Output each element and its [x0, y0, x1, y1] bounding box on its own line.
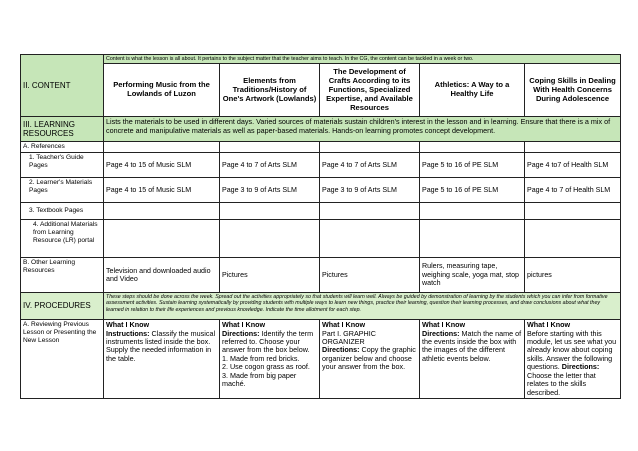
teachers-guide-row	[21, 153, 621, 178]
reviewing-pe-cell	[420, 320, 525, 399]
list-item: 2. Use cogon grass as roof.	[222, 362, 310, 372]
reviewing-health-cell	[525, 320, 621, 399]
other-resources-pe: Rulers, measuring tape, weighing scale, yoga mat, stop watch	[420, 258, 525, 293]
directions-text: Match the name of the events inside the box with the images of the different athletic events below.	[422, 328, 522, 363]
section-learning-resources-label: III. LEARNING RESOURCES	[21, 117, 104, 142]
teachers-guide-health: Page 4 to7 of Health SLM	[525, 153, 621, 178]
other-resources-music: Television and downloaded audio and Video	[104, 258, 220, 293]
what-i-know-heading: What I Know	[322, 320, 366, 330]
references-label: A. References	[21, 142, 104, 153]
reviewing-music-cell	[104, 320, 220, 399]
textbook-row	[21, 203, 621, 220]
teachers-guide-arts-2: Page 4 to 7 of Arts SLM	[320, 153, 420, 178]
what-i-know-heading: What I Know	[106, 320, 150, 330]
what-i-know-heading: What I Know	[222, 320, 266, 330]
list-item: 3. Made from big paper maché.	[222, 370, 297, 389]
directions-text: Identify the term referred to. Choose your answer from the box below.	[222, 328, 314, 355]
other-resources-row	[21, 258, 621, 293]
intro-text: Before starting with this module, let us see what you already know about coping skills. Answer the following questions.	[527, 328, 617, 372]
subject-arts-elements: Elements from Traditions/History of One's Artwork (Lowlands)	[220, 64, 320, 117]
learning-resources-note: Lists the materials to be used in different days. Varied sources of materials sustain children's interest in the lesson and in learning. Ensure that there is a mix of concrete and manipulative materials as well as paper-based materials. Hands-on learning promotes concept development.	[104, 117, 621, 142]
references-row	[21, 142, 621, 153]
content-note: Content is what the lesson is all about. It pertains to the subject matter that the teacher aims to teach. In the CG, the content can be tackled in a week or two.	[104, 55, 621, 64]
subject-pe: Athletics: A Way to a Healthy Life	[420, 64, 525, 117]
reviewing-label: A. Reviewing Previous Lesson or Presenting the New Lesson	[21, 320, 104, 399]
reviewing-row	[21, 320, 621, 399]
other-resources-arts-1: Pictures	[220, 258, 320, 293]
subject-arts-crafts: The Development of Crafts According to its Functions, Specialized Expertise, and Available Resources	[320, 64, 420, 117]
directions-lead: Directions:	[561, 362, 600, 372]
subject-music: Performing Music from the Lowlands of Luzon	[104, 64, 220, 117]
reviewing-arts-cell	[220, 320, 320, 399]
lr-portal-label: 4. Additional Materials from Learning Resource (LR) portal	[21, 220, 104, 258]
section-content-label: II. CONTENT	[21, 55, 104, 117]
what-i-know-heading: What I Know	[527, 320, 571, 330]
other-resources-health: pictures	[525, 258, 621, 293]
lesson-plan-table	[20, 54, 621, 399]
learners-materials-arts-2: Page 3 to 9 of Arts SLM	[320, 178, 420, 203]
teachers-guide-music: Page 4 to 15 of Music SLM	[104, 153, 220, 178]
instructions-lead: Instructions:	[106, 328, 150, 338]
procedures-note: These steps should be done across the week. Spread out the activities appropriately so that students will learn well. Always be guided by demonstration of learning by the students which you can infer from formative assessment activities. Sustain learning systematically by providing students with multiple ways to learn new things, practice their learning, question their learning processes, and draw conclusions about what they learned in relation to their life experiences and previous knowledge. Indicate the time allotment for each step.	[104, 293, 621, 320]
reviewing-crafts-cell	[320, 320, 420, 399]
learners-materials-pe: Page 5 to 16 of PE SLM	[420, 178, 525, 203]
directions-lead: Directions:	[322, 345, 360, 355]
learners-materials-music: Page 4 to 15 of Music SLM	[104, 178, 220, 203]
subjects-row	[21, 64, 621, 117]
content-note-row	[21, 55, 621, 64]
teachers-guide-pe: Page 5 to 16 of PE SLM	[420, 153, 525, 178]
what-i-know-heading: What I Know	[422, 320, 466, 330]
lr-portal-row	[21, 220, 621, 258]
procedures-row	[21, 293, 621, 320]
list-item: 1. Made from red bricks.	[222, 353, 300, 363]
learning-resources-row	[21, 117, 621, 142]
instructions-text: Classify the musical instruments listed inside the box. Supply the needed information in the table.	[106, 328, 216, 363]
directions-text: Choose the letter that relates to the skills described.	[527, 370, 596, 397]
other-resources-arts-2: Pictures	[320, 258, 420, 293]
learners-materials-row	[21, 178, 621, 203]
teachers-guide-arts-1: Page 4 to 7 of Arts SLM	[220, 153, 320, 178]
section-procedures-label: IV. PROCEDURES	[21, 293, 104, 320]
directions-lead: Directions:	[422, 328, 460, 338]
directions-text: Copy the graphic organizer below and choose your answer from the box.	[322, 345, 416, 372]
other-resources-label: B. Other Learning Resources	[21, 258, 104, 293]
learners-materials-health: Page 4 to 7 of Health SLM	[525, 178, 621, 203]
graphic-organizer-part: Part I. GRAPHIC ORGANIZER	[322, 328, 376, 346]
teachers-guide-label: 1. Teacher's Guide Pages	[21, 153, 104, 178]
learners-materials-label: 2. Learner's Materials Pages	[21, 178, 104, 203]
directions-lead: Directions:	[222, 328, 260, 338]
textbook-label: 3. Textbook Pages	[21, 203, 104, 220]
learners-materials-arts-1: Page 3 to 9 of Arts SLM	[220, 178, 320, 203]
subject-health: Coping Skills in Dealing With Health Concerns During Adolescence	[525, 64, 621, 117]
